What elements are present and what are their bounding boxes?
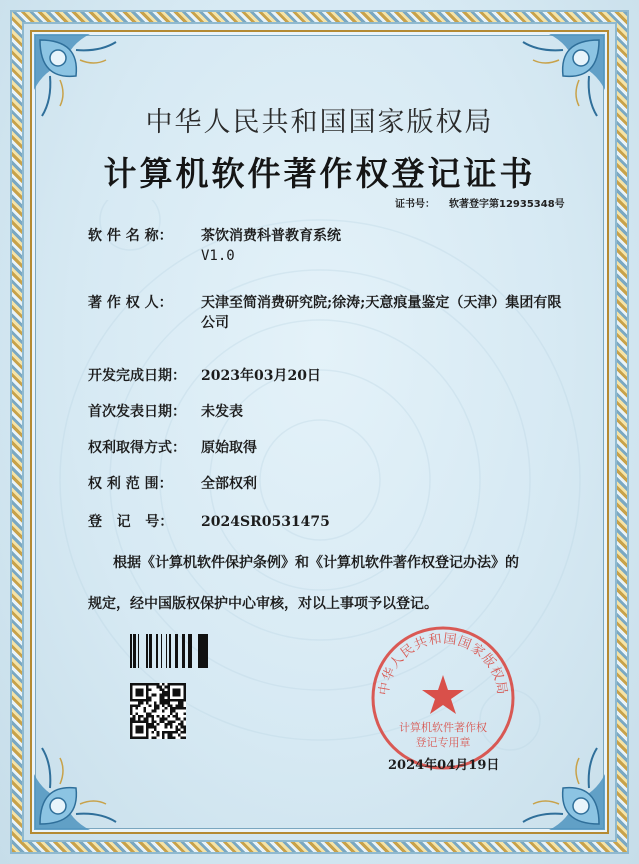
completion-date-value: 2023年03月20日 xyxy=(201,368,321,384)
seal-inner-text-1: 计算机软件著作权 xyxy=(399,721,487,734)
issue-date: 2024年04月19日 xyxy=(388,758,500,773)
seal-ring-text: 中华人民共和国国家版权局 xyxy=(376,631,510,697)
software-version: V1.0 xyxy=(201,248,235,264)
rights-scope-label: 权 利 范 围： xyxy=(88,476,173,492)
statement-line-2: 规定，经中国版权保护中心审核，对以上事项予以登记。 xyxy=(88,596,438,612)
seal-inner-text-2: 登记专用章 xyxy=(415,736,471,749)
registration-number-value: 2024SR0531475 xyxy=(201,514,330,530)
completion-date-label: 开发完成日期： xyxy=(88,368,186,384)
copyright-owner-value: 天津至简消费研究院;徐涛;天意痕量鉴定（天津）集团有限公司 xyxy=(201,295,562,331)
barcode-icon xyxy=(130,634,208,668)
issuer-title: 中华人民共和国国家版权局 xyxy=(145,107,494,138)
certificate-number-value: 软著登字第12935348号 xyxy=(449,199,565,210)
rights-scope-value: 全部权利 xyxy=(201,476,257,492)
first-publication-value: 未发表 xyxy=(201,404,243,420)
certificate-number-label: 证书号： xyxy=(395,199,435,210)
software-name-value: 茶饮消费科普教育系统 xyxy=(201,228,341,244)
official-seal xyxy=(368,623,518,773)
software-name-value-block xyxy=(201,226,571,266)
certificate-number xyxy=(395,195,565,210)
corner-ornament-bottom-left xyxy=(30,734,130,834)
acquisition-method-label: 权利取得方式： xyxy=(88,440,186,456)
corner-ornament-bottom-right xyxy=(509,734,609,834)
certificate-title: 计算机软件著作权登记证书 xyxy=(103,154,536,193)
acquisition-method-value: 原始取得 xyxy=(201,440,257,456)
software-name-label: 软 件 名 称： xyxy=(88,228,173,244)
first-publication-label: 首次发表日期： xyxy=(88,404,186,420)
qr-code-icon xyxy=(130,683,186,739)
registration-number-label: 登 记 号： xyxy=(88,514,174,530)
copyright-owner-label: 著 作 权 人： xyxy=(88,295,173,311)
statement-line-1: 根据《计算机软件保护条例》和《计算机软件著作权登记办法》的 xyxy=(113,555,519,571)
